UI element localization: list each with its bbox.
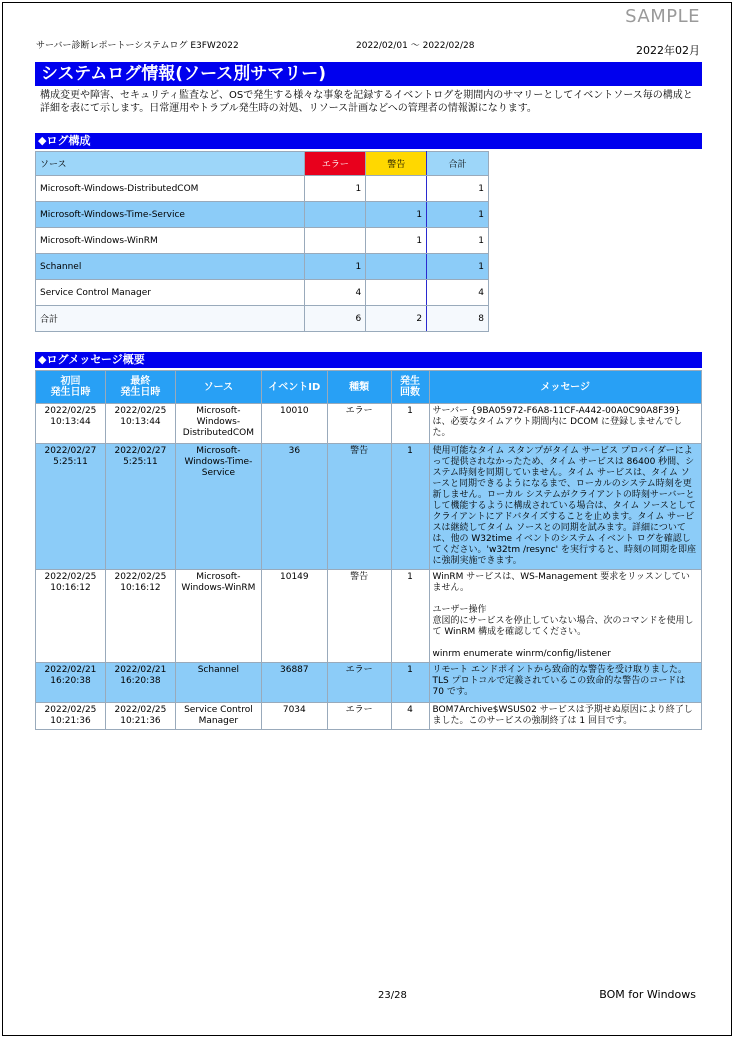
cell-source: Service Control Manager bbox=[175, 703, 261, 730]
cell-first: 2022/02/25 10:21:36 bbox=[36, 703, 106, 730]
cell-message: BOM7Archive$WSUS02 サービスは予期せぬ原因により終了しました。このサービスの強制終了は 1 回目です。 bbox=[429, 703, 702, 730]
table-row bbox=[36, 280, 489, 306]
cell-eventid: 7034 bbox=[261, 703, 327, 730]
page-description: 構成変更や障害、セキュリティ監査など、OSで発生する様々な事象を記録するイベントログを期間内のサマリーとしてイベントソース毎の構成と詳細を表にて示します。日常運用やトラブル発生時の対処、リソース計画などへの管理者の情報源になります。 bbox=[40, 90, 693, 114]
report-title: サーバー診断レポートーシステムログ E3FW2022 bbox=[36, 41, 239, 51]
cell-type: エラー bbox=[327, 404, 391, 444]
cell-first: 2022/02/25 10:13:44 bbox=[36, 404, 106, 444]
col-last-header: 最終 発生日時 bbox=[105, 371, 175, 404]
col-eventid-header: イベントID bbox=[261, 371, 327, 404]
report-month: 2022年02月 bbox=[636, 44, 700, 57]
col-first-header: 初回 発生日時 bbox=[36, 371, 106, 404]
cell-count: 1 bbox=[391, 663, 429, 703]
row-warning bbox=[366, 280, 427, 306]
page-title: システムログ情報(ソース別サマリー) bbox=[35, 62, 702, 86]
col-type-header: 種類 bbox=[327, 371, 391, 404]
cell-count: 1 bbox=[391, 404, 429, 444]
cell-message: サーバー {9BA05972-F6A8-11CF-A442-00A0C90A8F39} は、必要なタイムアウト期間内に DCOM に登録しませんでした。 bbox=[429, 404, 702, 444]
cell-last: 2022/02/21 16:20:38 bbox=[105, 663, 175, 703]
row-total: 4 bbox=[427, 280, 489, 306]
table-row bbox=[36, 176, 489, 202]
sum-warning: 2 bbox=[366, 306, 427, 332]
cell-eventid: 36887 bbox=[261, 663, 327, 703]
cell-message: 使用可能なタイム スタンプがタイム サービス プロバイダーによって提供されなかったため、タイム サービスは 86400 秒間、システム時刻を同期していません。タイム サービスは、タイム ソースと同期できるようになるまで、ローカルのシステム時刻を更新しません。ローカル システムがクライアントの時刻サーバーとして機能するように構成されている場合は、タイム ソースとしてクライアントにアドバタイズすることを止めます。タイム サービスは継続してタイム ソースとの同期を試みます。詳細については、他の W32time イベントのシステム イベント ログを確認してください。'w32tm /resync' を実行すると、時刻の同期を即座に強制実施できます。 bbox=[429, 444, 702, 570]
row-error: 1 bbox=[305, 254, 366, 280]
cell-last: 2022/02/25 10:21:36 bbox=[105, 703, 175, 730]
footer-brand: BOM for Windows bbox=[599, 988, 696, 1001]
row-source: Service Control Manager bbox=[36, 280, 305, 306]
cell-source: Microsoft- Windows-Time- Service bbox=[175, 444, 261, 570]
table-sum-row bbox=[36, 306, 489, 332]
sum-total: 8 bbox=[427, 306, 489, 332]
row-source: Microsoft-Windows-WinRM bbox=[36, 228, 305, 254]
sum-error: 6 bbox=[305, 306, 366, 332]
col-total-header: 合計 bbox=[427, 152, 489, 176]
table-row bbox=[36, 444, 702, 570]
cell-type: 警告 bbox=[327, 570, 391, 663]
cell-type: 警告 bbox=[327, 444, 391, 570]
cell-type: エラー bbox=[327, 703, 391, 730]
cell-first: 2022/02/25 10:16:12 bbox=[36, 570, 106, 663]
cell-count: 1 bbox=[391, 570, 429, 663]
cell-message: リモート エンドポイントから致命的な警告を受け取りました。TLS プロトコルで定義されているこの致命的な警告のコードは 70 です。 bbox=[429, 663, 702, 703]
row-error: 4 bbox=[305, 280, 366, 306]
section-log-messages-title: ◆ログメッセージ概要 bbox=[35, 352, 702, 368]
page-number: 23/28 bbox=[378, 990, 407, 1001]
cell-source: Schannel bbox=[175, 663, 261, 703]
col-warning-header: 警告 bbox=[366, 152, 427, 176]
table-row bbox=[36, 228, 489, 254]
cell-first: 2022/02/21 16:20:38 bbox=[36, 663, 106, 703]
cell-eventid: 10149 bbox=[261, 570, 327, 663]
cell-count: 1 bbox=[391, 444, 429, 570]
report-period: 2022/02/01 ～ 2022/02/28 bbox=[356, 41, 475, 51]
col-message-header: メッセージ bbox=[429, 371, 702, 404]
cell-count: 4 bbox=[391, 703, 429, 730]
log-messages-table bbox=[35, 370, 702, 730]
table-row bbox=[36, 703, 702, 730]
sum-label: 合計 bbox=[36, 306, 305, 332]
cell-source: Microsoft- Windows-WinRM bbox=[175, 570, 261, 663]
row-error: 1 bbox=[305, 176, 366, 202]
row-error bbox=[305, 202, 366, 228]
row-total: 1 bbox=[427, 176, 489, 202]
row-source: Schannel bbox=[36, 254, 305, 280]
row-warning bbox=[366, 254, 427, 280]
row-error bbox=[305, 228, 366, 254]
cell-source: Microsoft- Windows- DistributedCOM bbox=[175, 404, 261, 444]
table-header-row bbox=[36, 371, 702, 404]
cell-last: 2022/02/25 10:13:44 bbox=[105, 404, 175, 444]
row-source: Microsoft-Windows-DistributedCOM bbox=[36, 176, 305, 202]
col-error-header: エラー bbox=[305, 152, 366, 176]
cell-type: エラー bbox=[327, 663, 391, 703]
cell-last: 2022/02/25 10:16:12 bbox=[105, 570, 175, 663]
row-warning: 1 bbox=[366, 202, 427, 228]
table-header-row bbox=[36, 152, 489, 176]
col-count-header: 発生 回数 bbox=[391, 371, 429, 404]
row-total: 1 bbox=[427, 202, 489, 228]
table-row bbox=[36, 404, 702, 444]
cell-eventid: 36 bbox=[261, 444, 327, 570]
row-warning bbox=[366, 176, 427, 202]
col-source-header: ソース bbox=[36, 152, 305, 176]
row-total: 1 bbox=[427, 228, 489, 254]
row-warning: 1 bbox=[366, 228, 427, 254]
section-log-structure-title: ◆ログ構成 bbox=[35, 133, 702, 149]
cell-eventid: 10010 bbox=[261, 404, 327, 444]
table-row bbox=[36, 202, 489, 228]
table-row bbox=[36, 663, 702, 703]
table-row bbox=[36, 570, 702, 663]
col-source-header: ソース bbox=[175, 371, 261, 404]
row-source: Microsoft-Windows-Time-Service bbox=[36, 202, 305, 228]
watermark: SAMPLE bbox=[625, 6, 700, 27]
log-structure-table bbox=[35, 151, 489, 332]
cell-last: 2022/02/27 5:25:11 bbox=[105, 444, 175, 570]
cell-first: 2022/02/27 5:25:11 bbox=[36, 444, 106, 570]
row-total: 1 bbox=[427, 254, 489, 280]
table-row bbox=[36, 254, 489, 280]
cell-message: WinRM サービスは、WS-Management 要求をリッスンしていません。 ユーザー操作 意図的にサービスを停止していない場合、次のコマンドを使用して WinRM 構成を確認してください。 winrm enumerate winrm/config/listener bbox=[429, 570, 702, 663]
